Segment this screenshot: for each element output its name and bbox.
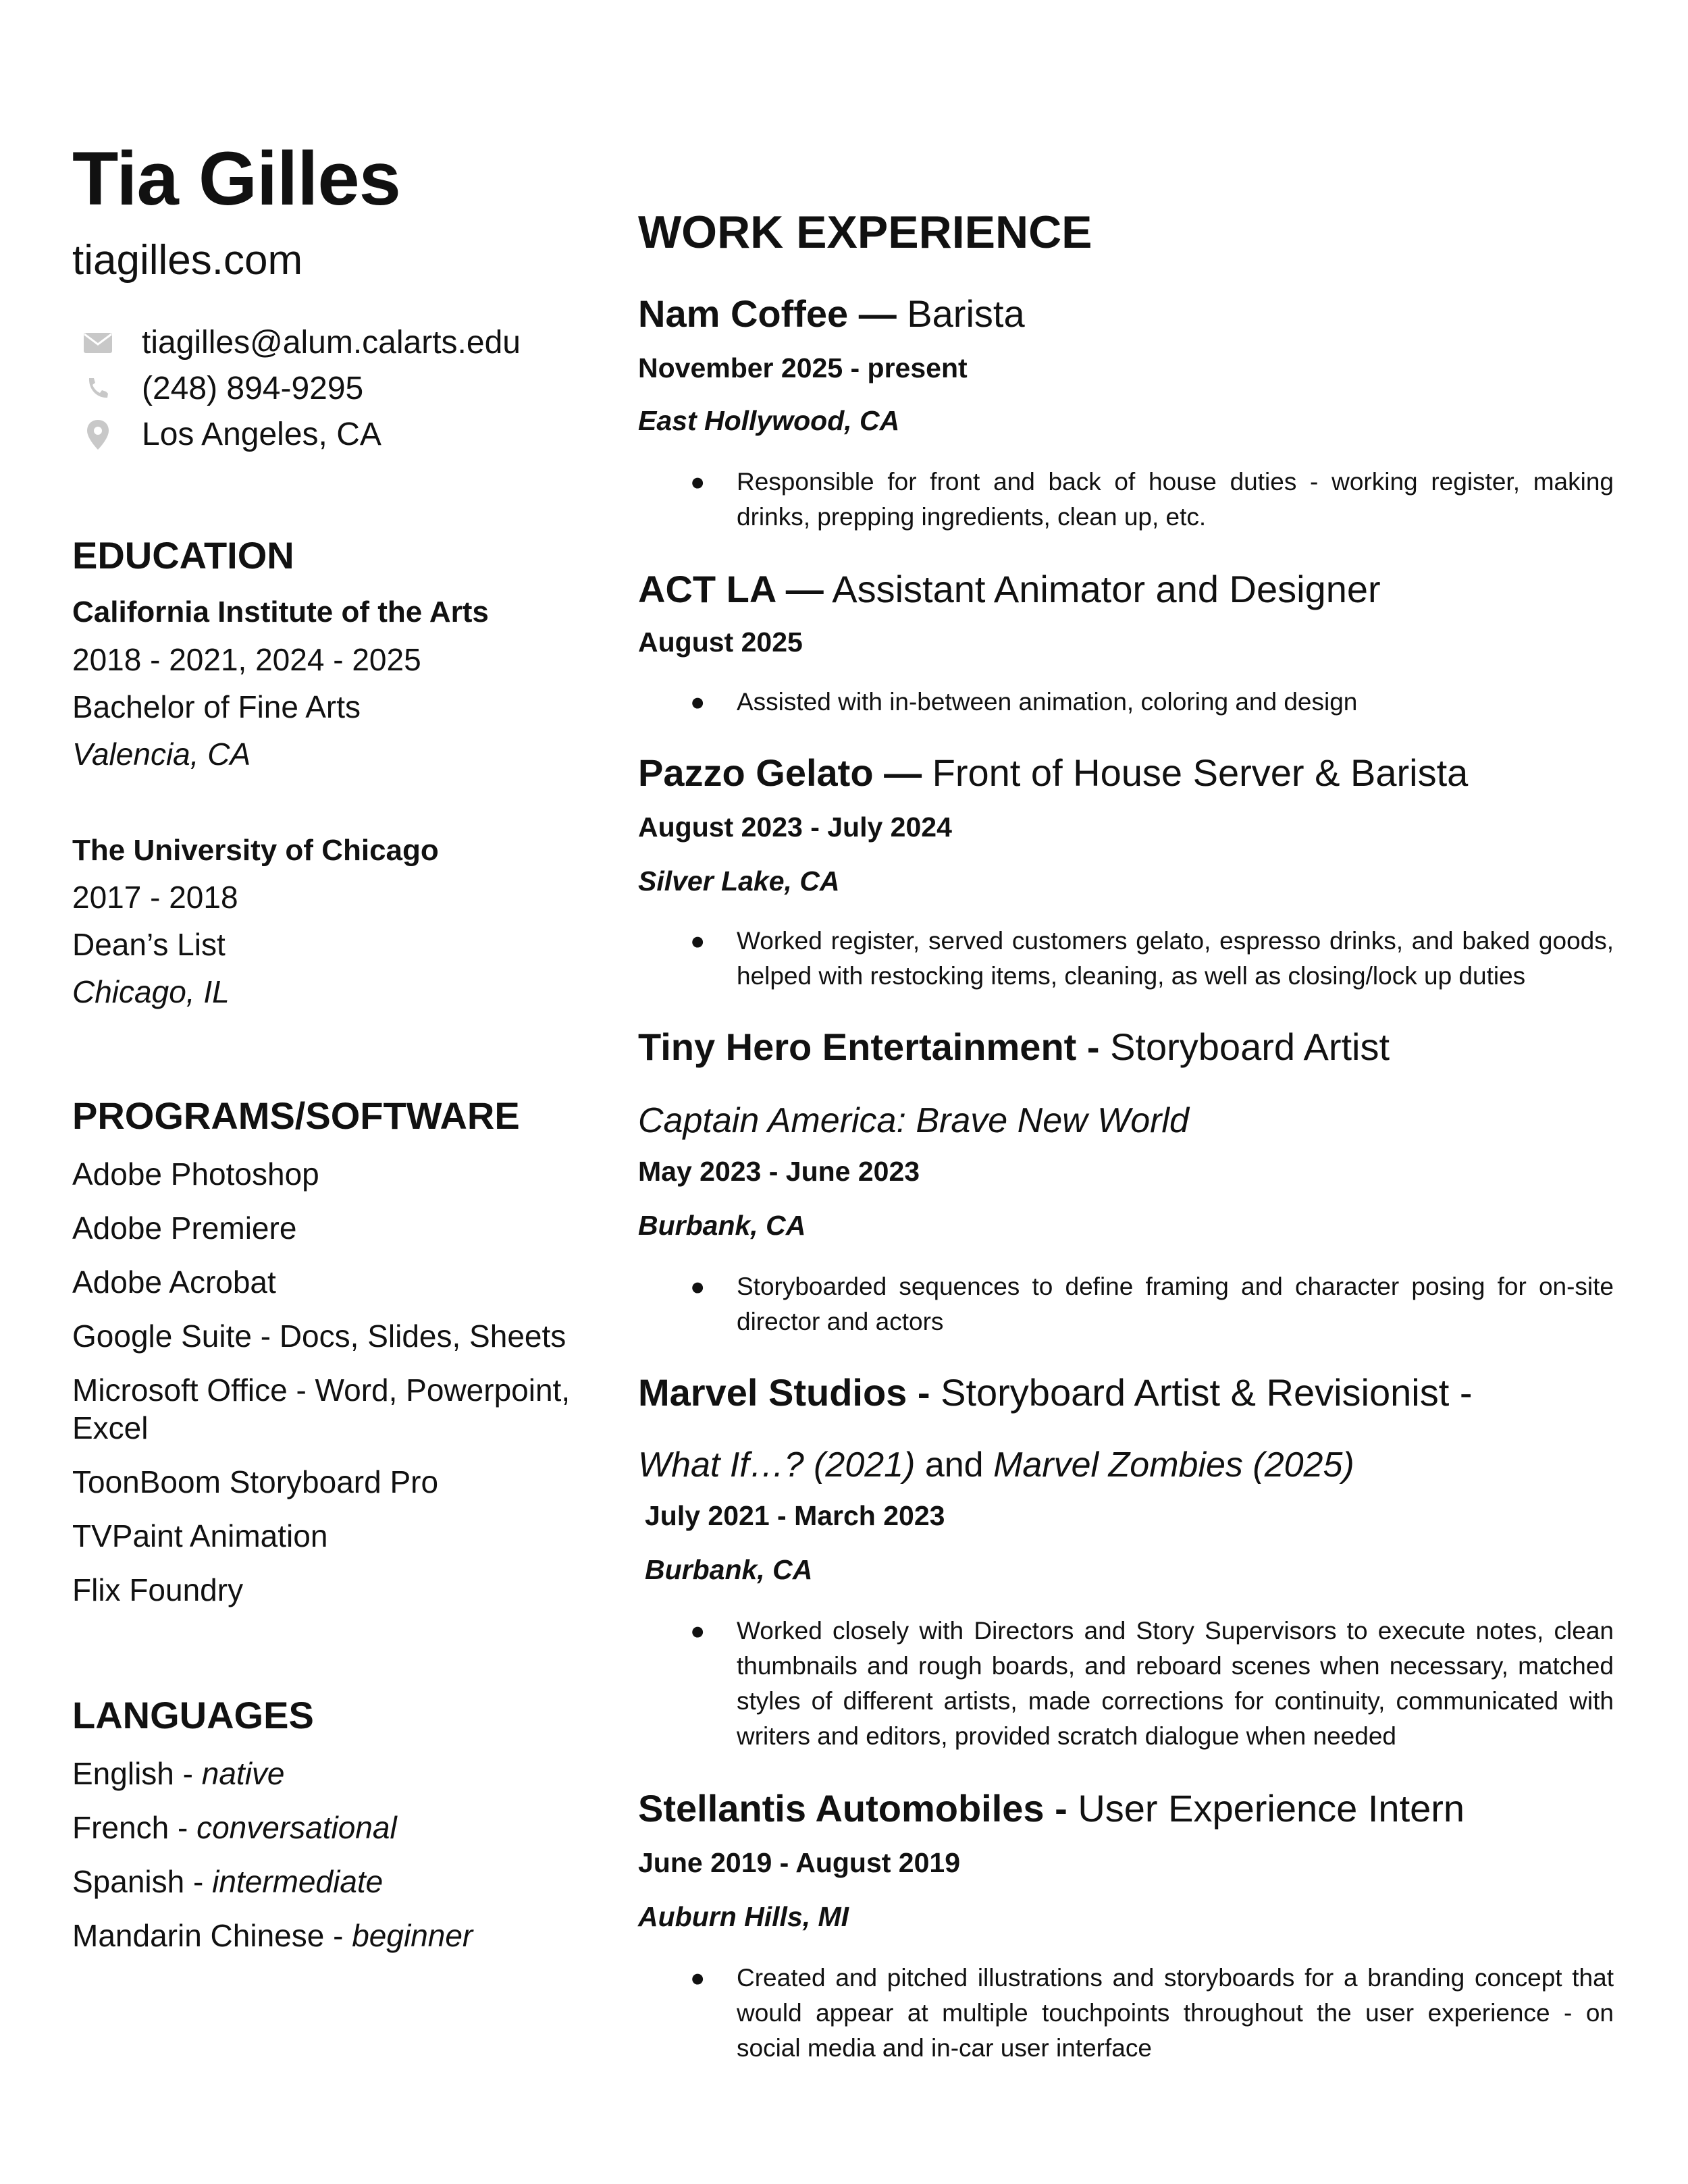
job-title: Nam Coffee — Barista xyxy=(638,292,1025,335)
job-dates: May 2023 - June 2023 xyxy=(638,1156,920,1187)
job-title: Pazzo Gelato — Front of House Server & Barista xyxy=(638,751,1469,794)
job-project: Captain America: Brave New World xyxy=(638,1101,1189,1140)
language-item: English - native xyxy=(72,1756,285,1791)
education-heading: EDUCATION xyxy=(72,534,294,577)
map-pin-icon xyxy=(81,418,115,452)
program-item: Adobe Acrobat xyxy=(72,1264,276,1300)
job-bullet: ● Worked closely with Directors and Story Supervisors to execute notes, clean thumbnails and rough boards, and reboard scenes when necessary, matched styles of different artists, made corrections for continuity, communicated with writers and editors, provided scratch dialogue when needed xyxy=(682,1614,1614,1754)
job-project: What If…? (2021) and Marvel Zombies (2025) xyxy=(638,1445,1354,1485)
job-location: East Hollywood, CA xyxy=(638,405,900,436)
school-name: The University of Chicago xyxy=(72,834,439,867)
school-location: Valencia, CA xyxy=(72,737,251,772)
program-item: Flix Foundry xyxy=(72,1572,244,1607)
job-title: Marvel Studios - Storyboard Artist & Revisionist - xyxy=(638,1371,1473,1414)
job-title: Stellantis Automobiles - User Experience Intern xyxy=(638,1787,1465,1830)
program-item: TVPaint Animation xyxy=(72,1518,328,1553)
bullet-icon: ● xyxy=(690,688,706,716)
job-bullet: ● Storyboarded sequences to define framing and character posing for on-site director and actors xyxy=(682,1269,1614,1339)
phone-text: (248) 894-9295 xyxy=(142,371,364,406)
job-location: Auburn Hills, MI xyxy=(638,1901,849,1932)
school-honors: Dean’s List xyxy=(72,927,226,962)
program-item: ToonBoom Storyboard Pro xyxy=(72,1464,439,1499)
job-dates: November 2025 - present xyxy=(638,352,968,383)
website-link[interactable]: tiagilles.com xyxy=(72,237,303,284)
school-location: Chicago, IL xyxy=(72,974,230,1009)
school-years: 2018 - 2021, 2024 - 2025 xyxy=(72,642,421,677)
language-item: French - conversational xyxy=(72,1810,397,1845)
school-years: 2017 - 2018 xyxy=(72,880,238,915)
school-name: California Institute of the Arts xyxy=(72,595,489,629)
job-bullet: ● Worked register, served customers gelato, espresso drinks, and baked goods, helped with restocking items, cleaning, as well as closing/lock up duties xyxy=(682,924,1614,994)
job-location: Silver Lake, CA xyxy=(638,865,840,897)
job-dates: August 2023 - July 2024 xyxy=(638,811,952,843)
job-title: ACT LA — Assistant Animator and Designer xyxy=(638,568,1381,610)
job-location: Burbank, CA xyxy=(638,1210,806,1241)
job-bullet: ● Created and pitched illustrations and storyboards for a branding concept that would appear at multiple touchpoints throughout the user experience - on social media and in-car user interface xyxy=(682,1961,1614,2066)
job-dates: June 2019 - August 2019 xyxy=(638,1847,961,1878)
contact-phone[interactable] xyxy=(81,370,363,407)
program-item: Microsoft Office - Word, Powerpoint, xyxy=(72,1373,571,1408)
envelope-icon xyxy=(81,326,115,360)
program-item: Adobe Premiere xyxy=(72,1210,297,1246)
language-item: Mandarin Chinese - beginner xyxy=(72,1918,473,1953)
programs-heading: PROGRAMS/SOFTWARE xyxy=(72,1094,520,1137)
contact-location xyxy=(81,416,381,453)
bullet-icon: ● xyxy=(690,1617,706,1645)
program-item: Adobe Photoshop xyxy=(72,1156,319,1192)
program-item: Google Suite - Docs, Slides, Sheets xyxy=(72,1319,566,1354)
bullet-icon: ● xyxy=(690,1273,706,1300)
languages-heading: LANGUAGES xyxy=(72,1694,314,1736)
job-dates: August 2025 xyxy=(638,627,803,658)
work-experience-heading: WORK EXPERIENCE xyxy=(638,207,1092,258)
phone-icon xyxy=(81,372,115,406)
school-degree: Bachelor of Fine Arts xyxy=(72,689,361,724)
location-text: Los Angeles, CA xyxy=(142,417,381,452)
job-location: Burbank, CA xyxy=(645,1554,813,1585)
job-bullet: ● Responsible for front and back of house duties - working register, making drinks, prepping ingredients, clean up, etc. xyxy=(682,464,1614,535)
bullet-icon: ● xyxy=(690,1964,706,1992)
job-bullet: ● Assisted with in-between animation, coloring and design xyxy=(682,685,1614,720)
job-dates: July 2021 - March 2023 xyxy=(645,1500,945,1531)
contact-email[interactable] xyxy=(81,324,521,361)
email-text: tiagilles@alum.calarts.edu xyxy=(142,325,521,361)
candidate-name: Tia Gilles xyxy=(72,136,400,221)
bullet-icon: ● xyxy=(690,468,706,496)
bullet-icon: ● xyxy=(690,927,706,955)
job-title: Tiny Hero Entertainment - Storyboard Artist xyxy=(638,1026,1390,1068)
program-item-continued: Excel xyxy=(72,1410,149,1445)
language-item: Spanish - intermediate xyxy=(72,1864,384,1899)
